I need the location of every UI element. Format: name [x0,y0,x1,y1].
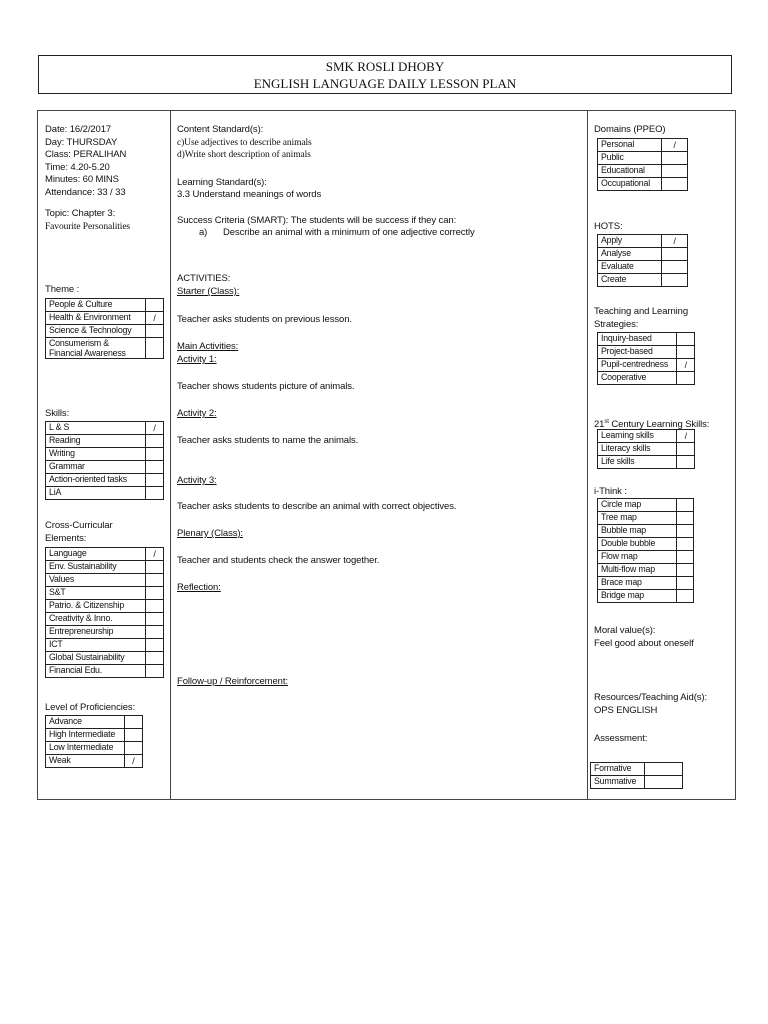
domain-row [598,165,688,178]
cross-curricular-row-label: Values [46,574,146,587]
hots-row-checkmark: / [662,235,688,248]
domain-row-label: Occupational [598,178,662,191]
domain-row-checkmark [662,165,688,178]
cross-curricular-row-checkmark [146,639,164,652]
cross-curricular-row-checkmark: / [146,548,164,561]
ithink-row-checkmark [676,499,693,512]
column-divider-right [587,111,588,799]
plenary-text: Teacher and students check the answer together. [177,555,380,566]
teaching-strategies-label [594,306,688,331]
proficiency-row-checkmark: / [124,755,142,768]
century-skill-row-checkmark: / [677,430,695,443]
plenary-label: Plenary (Class): [177,528,243,539]
theme-row-checkmark [146,338,164,359]
proficiency-checklist [45,715,143,768]
teaching-strategy-row [598,346,695,359]
content-standard-label: Content Standard(s): [177,124,264,135]
content-standard-c: c)Use adjectives to describe animals [177,137,312,148]
resources-text: OPS ENGLISH [594,705,658,716]
cross-curricular-row [46,587,164,600]
lesson-details [45,124,175,233]
ithink-row-checkmark [676,512,693,525]
theme-row-label: Science & Technology [46,325,146,338]
century-skill-row-checkmark [677,443,695,456]
theme-label: Theme : [45,284,80,295]
ithink-row [598,499,694,512]
teaching-strategies-checklist [597,332,695,385]
criteria-a-text: Describe an animal with a minimum of one adjective correctly [223,227,475,238]
cross-curricular-row [46,574,164,587]
skill-row-label: Action-oriented tasks [46,474,146,487]
cross-curricular-row-label: Global Sustainability [46,652,146,665]
domain-row [598,152,688,165]
century-skill-row [598,430,695,443]
cross-curricular-row [46,613,164,626]
topic-label: Topic: Chapter 3: [45,208,116,219]
cross-curricular-row [46,652,164,665]
teaching-strategy-row-checkmark [677,346,695,359]
proficiency-row-checkmark [124,729,142,742]
cross-curricular-row-label: Env. Sustainability [46,561,146,574]
cross-curricular-row-checkmark [146,626,164,639]
hots-row [598,235,688,248]
ithink-row-checkmark [676,538,693,551]
assessment-row-label: Summative [591,776,645,789]
proficiency-row-label: Weak [46,755,125,768]
hots-row [598,274,688,287]
cross-curricular-row [46,639,164,652]
activity-2-text: Teacher asks students to name the animals. [177,435,359,446]
ithink-row [598,551,694,564]
cross-curricular-row-label: Entrepreneurship [46,626,146,639]
cross-curricular-row-label: Creativity & Inno. [46,613,146,626]
assessment-row [591,763,683,776]
century-skill-row-label: Learning skills [598,430,677,443]
skill-row-label: Reading [46,435,146,448]
theme-row-checkmark [146,325,164,338]
skill-row-label: LiA [46,487,146,500]
hots-label: HOTS: [594,221,623,232]
day-text: Day: THURSDAY [45,136,118,148]
skill-row-checkmark: / [146,422,164,435]
skill-row-label: Writing [46,448,146,461]
ithink-row [598,512,694,525]
century-skills-label-number: 21 [594,419,605,431]
teaching-strategy-row-label: Pupil-centredness [598,359,677,372]
ithink-row-label: Flow map [598,551,677,564]
ithink-row-label: Tree map [598,512,677,525]
teaching-strategy-row-label: Inquiry-based [598,333,677,346]
topic-value: Favourite Personalities [45,221,131,232]
date-text: Date: 16/2/2017 [45,124,112,135]
ithink-row-label: Bubble map [598,525,677,538]
century-skill-row-label: Literacy skills [598,443,677,456]
hots-checklist [597,234,688,287]
theme-row [46,325,164,338]
cross-curricular-row-checkmark [146,587,164,600]
cross-curricular-row-label: Language [46,548,146,561]
activity-2-label: Activity 2: [177,408,217,419]
ithink-row [598,564,694,577]
domain-row-checkmark [662,178,688,191]
ithink-row-checkmark [676,577,693,590]
hots-row-label: Create [598,274,662,287]
theme-row-checkmark [146,299,164,312]
starter-text: Teacher asks students on previous lesson. [177,314,352,325]
ithink-row-checkmark [676,551,693,564]
proficiency-row-label: Advance [46,716,125,729]
assessment-row [591,776,683,789]
skills-label: Skills: [45,408,70,419]
domain-row-label: Personal [598,139,662,152]
cross-curricular-row-checkmark [146,652,164,665]
activity-1-label: Activity 1: [177,354,217,365]
teaching-strategies-label-line2: Strategies: [594,318,639,330]
cross-curricular-row-label: S&T [46,587,146,600]
skill-row [46,487,164,500]
assessment-label: Assessment: [594,733,648,744]
ithink-row-label: Circle map [598,499,677,512]
assessment-row-label: Formative [591,763,645,776]
teaching-strategies-label-line1: Teaching and Learning [594,306,689,317]
minutes-text: Minutes: 60 MINS [45,174,119,185]
domains-checklist [597,138,688,191]
cross-curricular-row-label: Financial Edu. [46,665,146,678]
assessment-row-checkmark [645,763,683,776]
attendance-text: Attendance: 33 / 33 [45,186,126,198]
skill-row [46,474,164,487]
proficiency-row-checkmark [124,742,142,755]
hots-row-label: Apply [598,235,662,248]
skill-row-checkmark [146,448,164,461]
century-skills-label-suffix: st [604,419,609,425]
cross-curricular-row [46,561,164,574]
assessment-row-checkmark [645,776,683,789]
domains-label: Domains (PPEO) [594,124,666,135]
skill-row-label: L & S [46,422,146,435]
proficiency-row-checkmark [124,716,142,729]
skill-row [46,461,164,474]
class-text: Class: PERALIHAN [45,149,127,160]
hots-row-checkmark [662,261,688,274]
proficiency-label: Level of Proficiencies: [45,702,136,713]
ithink-row-checkmark [676,525,693,538]
cross-curricular-checklist [45,547,164,678]
theme-row-label: Consumerism & Financial Awareness [46,338,146,359]
cross-curricular-row [46,548,164,561]
cross-curricular-label [45,520,113,545]
school-name: SMK ROSLI DHOBY [325,59,445,74]
activity-1-text: Teacher shows students picture of animals. [177,381,355,392]
domain-row [598,178,688,191]
cross-curricular-row [46,665,164,678]
hots-row-checkmark [662,248,688,261]
skill-row [46,448,164,461]
skill-row-checkmark [146,487,164,500]
proficiency-row-label: Low Intermediate [46,742,125,755]
teaching-strategy-row-checkmark [677,333,695,346]
teaching-strategy-row [598,359,695,372]
ithink-row-checkmark [676,590,693,603]
document-title: ENGLISH LANGUAGE DAILY LESSON PLAN [253,76,517,91]
ithink-row [598,590,694,603]
ithink-row-checkmark [676,564,693,577]
activities-label: ACTIVITIES: [177,273,231,284]
starter-label: Starter (Class): [177,286,240,297]
ithink-checklist [597,498,694,603]
theme-row-label: People & Culture [46,299,146,312]
teaching-strategy-row [598,333,695,346]
success-criteria-item [177,227,577,240]
cross-curricular-row-label: Patrio. & Citizenship [46,600,146,613]
proficiency-row [46,742,143,755]
resources-label: Resources/Teaching Aid(s): [594,692,708,703]
cross-curricular-row [46,626,164,639]
ithink-row [598,525,694,538]
cross-curricular-row [46,600,164,613]
main-activities-label: Main Activities: [177,341,239,352]
cross-curricular-row-checkmark [146,561,164,574]
cross-curricular-row-checkmark [146,665,164,678]
cross-curricular-label-line1: Cross-Curricular [45,520,113,531]
criteria-marker: a) [199,227,208,238]
domain-row-checkmark [662,152,688,165]
proficiency-row [46,755,143,768]
ithink-row-label: Brace map [598,577,677,590]
theme-row [46,299,164,312]
teaching-strategy-row-label: Project-based [598,346,677,359]
content-standard-d: d)Write short description of animals [177,150,311,160]
teaching-strategy-row [598,372,695,385]
hots-row-checkmark [662,274,688,287]
theme-row-checkmark: / [146,312,164,325]
moral-value-text: Feel good about oneself [594,638,694,649]
document-header [38,55,732,94]
proficiency-row-label: High Intermediate [46,729,125,742]
time-text: Time: 4.20-5.20 [45,161,110,173]
ithink-row-label: Double bubble [598,538,677,551]
skill-row-checkmark [146,435,164,448]
hots-row-label: Analyse [598,248,662,261]
ithink-row-label: Multi-flow map [598,564,677,577]
skill-row-checkmark [146,474,164,487]
theme-checklist [45,298,164,359]
theme-row-label: Health & Environment [46,312,146,325]
success-criteria-text: Success Criteria (SMART): The students will be success if they can: [177,214,457,226]
century-skill-row [598,456,695,469]
ithink-label: i-Think : [594,486,627,497]
skills-checklist [45,421,164,500]
proficiency-row [46,716,143,729]
domain-row [598,139,688,152]
domain-row-label: Educational [598,165,662,178]
century-skill-row-checkmark [677,456,695,469]
learning-standard-text: 3.3 Understand meanings of words [177,189,322,200]
learning-standard-label: Learning Standard(s): [177,176,267,188]
ithink-row [598,538,694,551]
activity-3-label: Activity 3: [177,475,217,486]
follow-up-label: Follow-up / Reinforcement: [177,676,288,687]
ithink-row [598,577,694,590]
hots-row [598,248,688,261]
century-skill-row-label: Life skills [598,456,677,469]
skill-row [46,435,164,448]
century-skills-label-text: Century Learning Skills: [608,419,710,431]
theme-row [46,312,164,325]
teaching-strategy-row-checkmark: / [677,359,695,372]
assessment-checklist [590,762,683,789]
hots-row [598,261,688,274]
proficiency-row [46,729,143,742]
reflection-label: Reflection: [177,582,221,593]
century-skills-checklist [597,429,695,469]
domain-row-checkmark: / [662,139,688,152]
activity-3-text: Teacher asks students to describe an animal with correct objectives. [177,501,457,512]
cross-curricular-row-checkmark [146,600,164,613]
skill-row [46,422,164,435]
century-skill-row [598,443,695,456]
cross-curricular-row-label: ICT [46,639,146,652]
hots-row-label: Evaluate [598,261,662,274]
ithink-row-label: Bridge map [598,590,677,603]
cross-curricular-row-checkmark [146,574,164,587]
moral-value-label: Moral value(s): [594,625,656,636]
cross-curricular-label-line2: Elements: [45,532,87,544]
theme-row [46,338,164,359]
skill-row-label: Grammar [46,461,146,474]
teaching-strategy-row-label: Cooperative [598,372,677,385]
cross-curricular-row-checkmark [146,613,164,626]
teaching-strategy-row-checkmark [677,372,695,385]
domain-row-label: Public [598,152,662,165]
lesson-content [177,124,577,240]
skill-row-checkmark [146,461,164,474]
